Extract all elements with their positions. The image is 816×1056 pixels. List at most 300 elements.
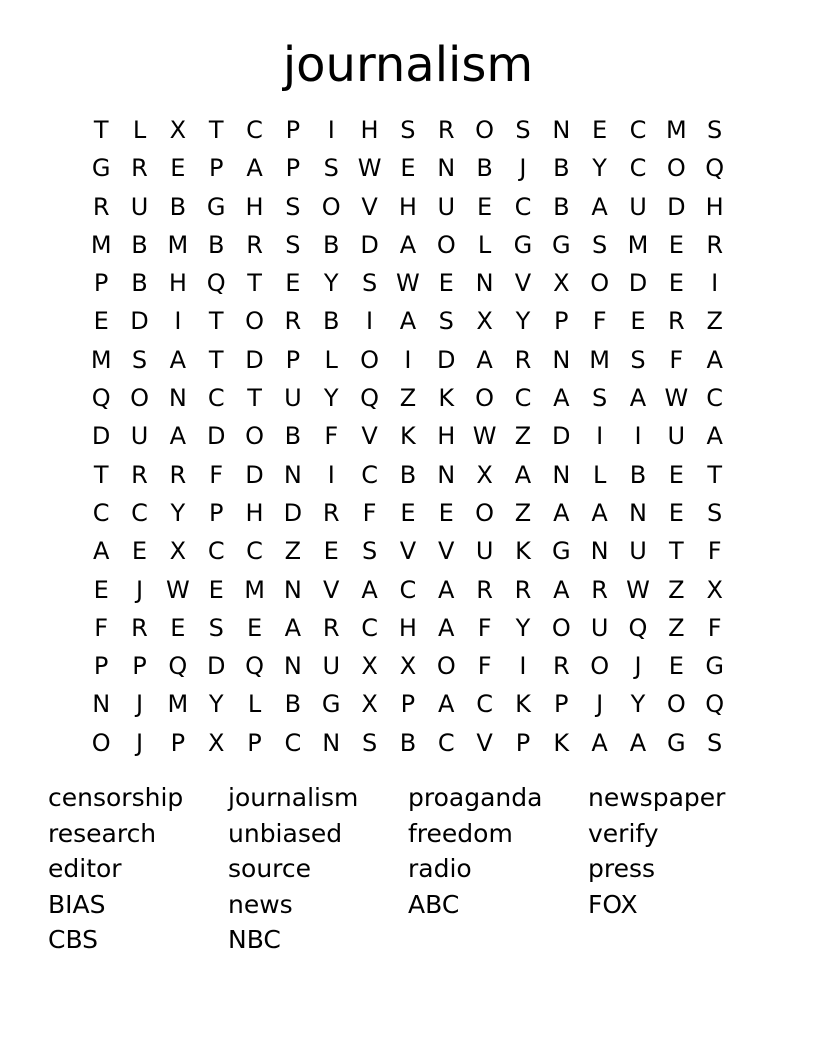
- grid-letter: Z: [284, 537, 302, 566]
- grid-letter: Y: [592, 154, 607, 183]
- grid-letter: A: [706, 345, 723, 374]
- grid-row: [82, 417, 734, 455]
- grid-letter: R: [706, 230, 724, 259]
- grid-letter: E: [208, 575, 224, 604]
- grid-letter: A: [169, 422, 187, 451]
- grid-letter: E: [630, 307, 646, 336]
- grid-letter: S: [208, 613, 224, 642]
- grid-letter: P: [170, 728, 186, 757]
- grid-letter: D: [552, 422, 571, 451]
- grid-letter: Z: [668, 575, 685, 604]
- grid-letter: H: [245, 192, 264, 221]
- grid-letter: R: [169, 460, 187, 489]
- grid-letter: V: [399, 537, 417, 566]
- grid-letter: Q: [91, 384, 111, 413]
- grid-letter: B: [629, 460, 647, 489]
- grid-letter: R: [322, 613, 340, 642]
- grid-row: [82, 609, 734, 647]
- grid-letter: A: [361, 575, 378, 604]
- grid-letter: C: [361, 460, 378, 489]
- grid-row: [82, 341, 734, 379]
- grid-letter: U: [130, 192, 149, 221]
- grid-letter: I: [519, 652, 527, 681]
- grid-letter: R: [514, 345, 532, 374]
- grid-letter: G: [667, 728, 686, 757]
- grid-letter: O: [475, 116, 495, 144]
- grid-letter: U: [437, 192, 456, 221]
- grid-letter: D: [437, 345, 456, 374]
- grid-letter: S: [707, 116, 723, 144]
- grid-row: [82, 571, 734, 609]
- grid-letter: X: [553, 269, 570, 298]
- grid-letter: B: [399, 460, 417, 489]
- grid-letter: B: [169, 192, 187, 221]
- grid-letter: B: [553, 154, 570, 183]
- grid-letter: O: [475, 498, 495, 527]
- grid-letter: Y: [515, 613, 531, 642]
- grid-letter: E: [438, 269, 454, 298]
- grid-letter: F: [209, 460, 224, 489]
- grid-letter: N: [437, 460, 456, 489]
- grid-letter: K: [438, 384, 455, 413]
- word-list-item: unbiased: [228, 818, 343, 848]
- grid-letter: D: [206, 652, 226, 681]
- grid-letter: X: [361, 690, 378, 719]
- grid-row: [82, 685, 734, 723]
- grid-letter: R: [246, 230, 263, 259]
- grid-letter: E: [93, 575, 109, 604]
- grid-row: [82, 379, 734, 417]
- grid-letter: B: [399, 728, 417, 757]
- grid-letter: E: [668, 269, 684, 298]
- grid-letter: S: [438, 307, 454, 336]
- grid-letter: N: [437, 154, 456, 183]
- grid-letter: S: [285, 192, 301, 221]
- grid-letter: O: [321, 192, 341, 221]
- grid-letter: N: [552, 345, 571, 374]
- grid-letter: S: [361, 728, 378, 757]
- grid-letter: C: [246, 537, 263, 566]
- grid-letter: O: [245, 307, 264, 336]
- grid-letter: A: [284, 613, 302, 642]
- grid-letter: N: [283, 575, 302, 604]
- grid-letter: Q: [705, 154, 725, 183]
- grid-letter: M: [167, 690, 189, 719]
- grid-letter: S: [361, 537, 378, 566]
- grid-letter: C: [706, 384, 724, 413]
- grid-letter: O: [475, 384, 495, 413]
- grid-letter: P: [285, 154, 301, 183]
- grid-letter: C: [629, 116, 647, 144]
- grid-letter: O: [245, 422, 264, 451]
- grid-letter: L: [592, 460, 607, 489]
- grid-letter: Y: [323, 384, 339, 413]
- grid-row: [82, 149, 734, 187]
- grid-letter: U: [475, 537, 494, 566]
- grid-letter: F: [324, 422, 339, 451]
- grid-letter: F: [707, 537, 722, 566]
- grid-letter: P: [285, 116, 301, 144]
- grid-letter: J: [135, 728, 144, 757]
- grid-letter: M: [665, 116, 687, 144]
- grid-letter: U: [667, 422, 686, 451]
- grid-letter: U: [590, 613, 609, 642]
- grid-letter: P: [132, 652, 147, 681]
- grid-letter: Z: [706, 307, 723, 336]
- grid-letter: E: [285, 269, 301, 298]
- grid-letter: U: [322, 652, 341, 681]
- grid-letter: D: [245, 345, 264, 374]
- grid-letter: H: [360, 116, 379, 144]
- grid-letter: C: [514, 192, 532, 221]
- grid-letter: P: [554, 690, 569, 719]
- grid-letter: T: [247, 384, 262, 413]
- grid-letter: A: [399, 307, 417, 336]
- grid-letter: M: [167, 230, 189, 259]
- grid-letter: E: [400, 154, 416, 183]
- grid-letter: B: [553, 192, 570, 221]
- grid-letter: L: [132, 116, 147, 144]
- grid-letter: F: [477, 652, 492, 681]
- grid-letter: A: [706, 422, 723, 451]
- grid-letter: G: [705, 652, 724, 681]
- word-list-item: freedom: [408, 818, 513, 848]
- grid-row: [82, 647, 734, 685]
- grid-letter: D: [91, 422, 111, 451]
- grid-letter: A: [629, 384, 647, 413]
- grid-letter: P: [208, 154, 224, 183]
- word-list-item: press: [588, 854, 656, 883]
- grid-letter: C: [514, 384, 532, 413]
- grid-letter: T: [668, 537, 684, 566]
- grid-letter: M: [589, 345, 610, 374]
- word-list-item: editor: [48, 854, 122, 883]
- grid-letter: B: [284, 690, 302, 719]
- grid-letter: O: [666, 690, 686, 719]
- grid-letter: I: [634, 422, 642, 451]
- grid-letter: V: [323, 575, 340, 604]
- grid-letter: P: [400, 690, 416, 719]
- grid-letter: F: [362, 498, 377, 527]
- grid-letter: A: [629, 728, 647, 757]
- grid-letter: I: [711, 269, 719, 298]
- grid-letter: E: [93, 307, 109, 336]
- grid-row: [82, 111, 734, 149]
- grid-letter: X: [706, 575, 723, 604]
- grid-letter: W: [396, 269, 420, 298]
- grid-letter: A: [246, 154, 263, 183]
- grid-letter: D: [283, 498, 303, 527]
- grid-letter: D: [245, 460, 264, 489]
- grid-letter: B: [476, 154, 493, 183]
- grid-letter: N: [168, 384, 187, 413]
- grid-letter: P: [93, 269, 109, 298]
- grid-letter: S: [361, 269, 378, 298]
- grid-letter: P: [554, 307, 569, 336]
- grid-letter: E: [668, 652, 684, 681]
- grid-letter: T: [208, 345, 224, 374]
- grid-letter: G: [91, 154, 111, 183]
- grid-letter: U: [629, 537, 647, 566]
- grid-letter: A: [553, 575, 570, 604]
- grid-letter: Y: [208, 690, 224, 719]
- grid-letter: A: [476, 345, 493, 374]
- grid-letter: R: [437, 116, 455, 144]
- grid-letter: E: [592, 116, 608, 144]
- grid-letter: H: [398, 613, 417, 642]
- grid-letter: R: [322, 498, 340, 527]
- grid-letter: T: [208, 116, 224, 144]
- grid-letter: A: [591, 728, 608, 757]
- grid-letter: O: [91, 728, 111, 757]
- grid-letter: G: [321, 690, 341, 719]
- grid-letter: Z: [399, 384, 417, 413]
- grid-letter: R: [131, 460, 148, 489]
- grid-letter: R: [476, 575, 493, 604]
- grid-letter: K: [515, 537, 531, 566]
- grid-letter: B: [284, 422, 302, 451]
- grid-letter: S: [592, 230, 608, 259]
- grid-letter: A: [438, 613, 455, 642]
- grid-letter: F: [94, 613, 109, 642]
- grid-letter: X: [476, 307, 493, 336]
- grid-letter: W: [472, 422, 497, 451]
- grid-letter: S: [515, 116, 531, 144]
- grid-letter: N: [475, 269, 494, 298]
- grid-letter: Q: [628, 613, 648, 642]
- grid-letter: Y: [515, 307, 531, 336]
- grid-letter: A: [591, 192, 608, 221]
- grid-letter: D: [667, 192, 686, 221]
- grid-letter: U: [284, 384, 302, 413]
- grid-letter: P: [285, 345, 301, 374]
- word-list-item: proaganda: [408, 783, 543, 812]
- word-list-item: FOX: [588, 889, 638, 919]
- grid-letter: V: [361, 422, 378, 451]
- grid-letter: A: [553, 384, 570, 413]
- grid-letter: R: [591, 575, 608, 604]
- grid-letter: B: [323, 307, 340, 336]
- grid-letter: C: [629, 154, 647, 183]
- grid-letter: Y: [630, 690, 646, 719]
- grid-letter: N: [590, 537, 609, 566]
- grid-letter: Z: [668, 613, 685, 642]
- grid-letter: R: [552, 652, 570, 681]
- grid-letter: O: [666, 154, 686, 183]
- grid-letter: O: [130, 384, 149, 413]
- grid-row: [82, 456, 734, 494]
- grid-letter: M: [244, 575, 265, 604]
- grid-letter: Y: [170, 498, 186, 527]
- grid-letter: A: [514, 460, 532, 489]
- grid-row: [82, 724, 734, 762]
- grid-letter: R: [92, 192, 110, 221]
- grid-letter: F: [592, 307, 607, 336]
- grid-letter: U: [130, 422, 149, 451]
- grid-letter: O: [590, 652, 610, 681]
- grid-row: [82, 264, 734, 302]
- grid-letter: C: [476, 690, 493, 719]
- grid-letter: J: [634, 652, 642, 681]
- grid-letter: E: [400, 498, 416, 527]
- grid-letter: O: [360, 345, 380, 374]
- grid-letter: D: [206, 422, 226, 451]
- grid-letter: E: [477, 192, 493, 221]
- grid-letter: T: [247, 269, 262, 298]
- grid-letter: X: [476, 460, 493, 489]
- grid-letter: K: [400, 422, 416, 451]
- grid-letter: P: [208, 498, 224, 527]
- word-list-item: news: [228, 889, 293, 919]
- grid-letter: E: [668, 460, 684, 489]
- grid-letter: G: [551, 537, 571, 566]
- word-list-item: research: [48, 818, 157, 848]
- grid-letter: S: [630, 345, 646, 374]
- grid-letter: N: [92, 690, 111, 719]
- grid-letter: C: [207, 537, 225, 566]
- grid-letter: M: [627, 230, 649, 259]
- grid-letter: N: [283, 460, 302, 489]
- grid-letter: E: [323, 537, 339, 566]
- grid-letter: Q: [206, 269, 226, 298]
- grid-letter: I: [174, 307, 182, 336]
- grid-letter: V: [361, 192, 378, 221]
- grid-letter: O: [436, 230, 456, 259]
- grid-letter: H: [437, 422, 456, 451]
- grid-letter: E: [668, 230, 684, 259]
- grid-letter: L: [477, 230, 492, 259]
- grid-letter: I: [327, 116, 335, 144]
- grid-letter: F: [477, 613, 492, 642]
- grid-letter: Z: [514, 422, 532, 451]
- grid-letter: O: [551, 613, 571, 642]
- grid-letter: S: [131, 345, 148, 374]
- word-list: [48, 780, 768, 958]
- grid-row: [82, 188, 734, 226]
- grid-letter: I: [596, 422, 604, 451]
- grid-letter: H: [168, 269, 187, 298]
- grid-letter: V: [476, 728, 493, 757]
- grid-letter: C: [207, 384, 225, 413]
- grid-letter: O: [436, 652, 456, 681]
- grid-letter: L: [247, 690, 262, 719]
- grid-letter: C: [92, 498, 110, 527]
- letter-grid: [82, 111, 734, 762]
- word-list-item: BIAS: [48, 889, 106, 919]
- grid-letter: E: [170, 613, 186, 642]
- grid-letter: D: [360, 230, 379, 259]
- grid-letter: P: [93, 652, 109, 681]
- grid-letter: Q: [168, 652, 188, 681]
- grid-letter: J: [596, 690, 604, 719]
- grid-letter: R: [514, 575, 532, 604]
- grid-row: [82, 226, 734, 264]
- grid-letter: S: [285, 230, 301, 259]
- grid-letter: A: [399, 230, 417, 259]
- grid-row: [82, 302, 734, 340]
- grid-letter: K: [553, 728, 570, 757]
- grid-letter: C: [246, 116, 263, 144]
- grid-letter: S: [707, 728, 723, 757]
- grid-letter: Q: [705, 690, 725, 719]
- grid-letter: S: [400, 116, 416, 144]
- grid-letter: N: [283, 652, 302, 681]
- word-list-item: CBS: [48, 925, 99, 954]
- grid-letter: A: [591, 498, 608, 527]
- grid-letter: C: [399, 575, 417, 604]
- grid-letter: U: [629, 192, 647, 221]
- grid-letter: Z: [514, 498, 532, 527]
- grid-letter: I: [404, 345, 412, 374]
- grid-letter: G: [206, 192, 226, 221]
- grid-letter: H: [705, 192, 724, 221]
- grid-letter: E: [246, 613, 263, 642]
- grid-letter: C: [131, 498, 148, 527]
- word-list-item: verify: [588, 818, 659, 848]
- grid-letter: B: [323, 230, 340, 259]
- grid-letter: Q: [245, 652, 264, 681]
- grid-letter: X: [169, 537, 187, 566]
- grid-letter: D: [628, 269, 648, 298]
- word-list-item: NBC: [228, 925, 281, 954]
- word-list-item: newspaper: [588, 783, 726, 812]
- grid-letter: H: [398, 192, 417, 221]
- grid-letter: T: [93, 116, 109, 144]
- grid-letter: A: [169, 345, 187, 374]
- grid-letter: G: [513, 230, 533, 259]
- grid-letter: A: [438, 690, 455, 719]
- grid-letter: W: [357, 154, 382, 183]
- grid-letter: R: [131, 154, 148, 183]
- grid-letter: V: [514, 269, 532, 298]
- grid-letter: R: [667, 307, 685, 336]
- grid-letter: W: [626, 575, 650, 604]
- grid-letter: N: [552, 116, 571, 144]
- grid-letter: V: [438, 537, 455, 566]
- grid-letter: W: [165, 575, 190, 604]
- grid-letter: N: [629, 498, 647, 527]
- grid-letter: Y: [323, 269, 339, 298]
- grid-letter: X: [361, 652, 378, 681]
- grid-letter: T: [707, 460, 722, 489]
- grid-letter: P: [515, 728, 531, 757]
- grid-letter: R: [131, 613, 148, 642]
- grid-letter: O: [590, 269, 610, 298]
- grid-letter: F: [707, 613, 722, 642]
- grid-letter: P: [247, 728, 262, 757]
- word-list-item: censorship: [48, 783, 184, 812]
- grid-letter: I: [327, 460, 335, 489]
- grid-letter: B: [207, 230, 225, 259]
- grid-letter: S: [323, 154, 339, 183]
- grid-letter: T: [93, 460, 109, 489]
- grid-letter: J: [135, 690, 144, 719]
- grid-letter: C: [437, 728, 455, 757]
- word-list-item: radio: [408, 854, 472, 883]
- page-title: journalism: [282, 37, 534, 93]
- grid-letter: X: [399, 652, 417, 681]
- grid-letter: F: [669, 345, 684, 374]
- grid-letter: W: [664, 384, 689, 413]
- grid-letter: A: [438, 575, 455, 604]
- grid-letter: S: [707, 498, 723, 527]
- grid-letter: T: [208, 307, 224, 336]
- grid-letter: E: [131, 537, 148, 566]
- grid-letter: C: [284, 728, 302, 757]
- grid-letter: N: [322, 728, 341, 757]
- grid-letter: L: [324, 345, 338, 374]
- word-list-item: source: [228, 854, 312, 883]
